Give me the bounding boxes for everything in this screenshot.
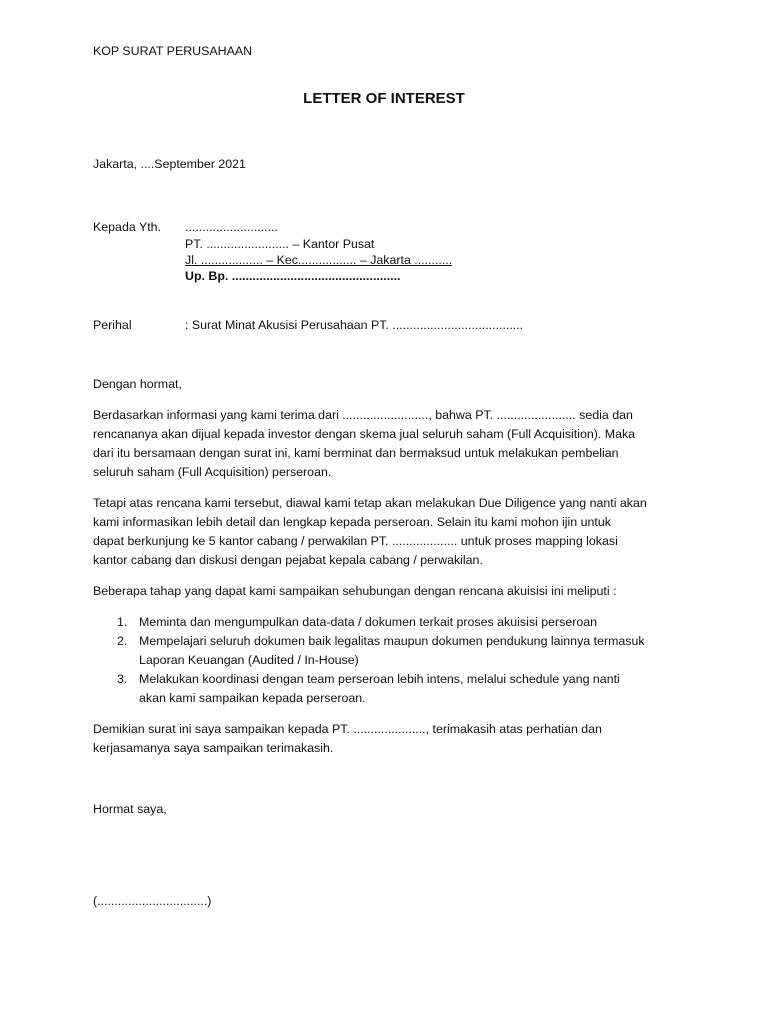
recipient-label: Kepada Yth. — [93, 220, 161, 234]
list-item: Melakukan koordinasi dengan team perseroan lebih intens, melalui schedule yang nanti — [139, 672, 620, 686]
paragraph-line: dapat berkunjung ke 5 kantor cabang / perwakilan PT. ................... untuk proses mapping lokasi — [93, 534, 618, 548]
list-item-number: 1. — [117, 615, 128, 629]
list-item: Meminta dan mengumpulkan data-data / dokumen terkait proses akuisisi perseroan — [139, 615, 598, 629]
subject-label: Perihal — [93, 318, 132, 332]
paragraph-line: kami informasikan lebih detail dan lengkap kepada perseroan. Selain itu kami mohon ijin untuk — [93, 515, 611, 529]
list-item-continuation: Laporan Keuangan (Audited / In-House) — [139, 653, 359, 667]
list-item: Mempelajari seluruh dokumen baik legalitas maupun dokumen pendukung lainnya termasuk — [139, 634, 645, 648]
letter-title: LETTER OF INTEREST — [303, 90, 465, 107]
list-item-continuation: akan kami sampaikan kepada perseroan. — [139, 691, 366, 705]
paragraph-line: rencananya akan dijual kepada investor dengan skema jual seluruh saham (Full Acquisition). Maka — [93, 427, 636, 441]
subject-value: : Surat Minat Akusisi Perusahaan PT. ...................................... — [185, 318, 524, 332]
closing: Hormat saya, — [93, 802, 167, 816]
paragraph-line: Tetapi atas rencana kami tersebut, diawal kami tetap akan melakukan Due Diligence yang nanti akan — [93, 496, 647, 510]
salutation: Dengan hormat, — [93, 377, 182, 391]
place-date: Jakarta, ....September 2021 — [93, 157, 246, 171]
recipient-line-2: PT. ........................ – Kantor Pusat — [185, 237, 375, 251]
paragraph-3: Beberapa tahap yang dapat kami sampaikan sehubungan dengan rencana akuisisi ini meliputi : — [93, 584, 617, 598]
paragraph-line: seluruh saham (Full Acquisition) perseroan. — [93, 465, 332, 479]
recipient-line-4: Up. Bp. ................................................. — [185, 269, 401, 283]
paragraph-line: kerjasamanya saya sampaikan terimakasih. — [93, 741, 334, 755]
paragraph-line: kantor cabang dan diskusi dengan pejabat kepala cabang / perwakilan. — [93, 553, 483, 567]
paragraph-line: Demikian surat ini saya sampaikan kepada PT. ....................., terimakasih atas perhatian dan — [93, 722, 602, 736]
list-item-number: 2. — [117, 634, 128, 648]
paragraph-line: dari itu bersamaan dengan surat ini, kami berminat dan bermaksud untuk melakukan pembelian — [93, 446, 619, 460]
letterhead: KOP SURAT PERUSAHAAN — [93, 44, 253, 58]
recipient-line-1: ........................... — [185, 220, 278, 234]
signature-line: (................................) — [93, 894, 212, 908]
paragraph-line: Berdasarkan informasi yang kami terima dari ........................., bahwa PT. ....................... sedia dan — [93, 408, 633, 422]
recipient-line-3: Jl. .................. – Kec................. – Jakarta ........... — [185, 253, 453, 267]
list-item-number: 3. — [117, 672, 128, 686]
